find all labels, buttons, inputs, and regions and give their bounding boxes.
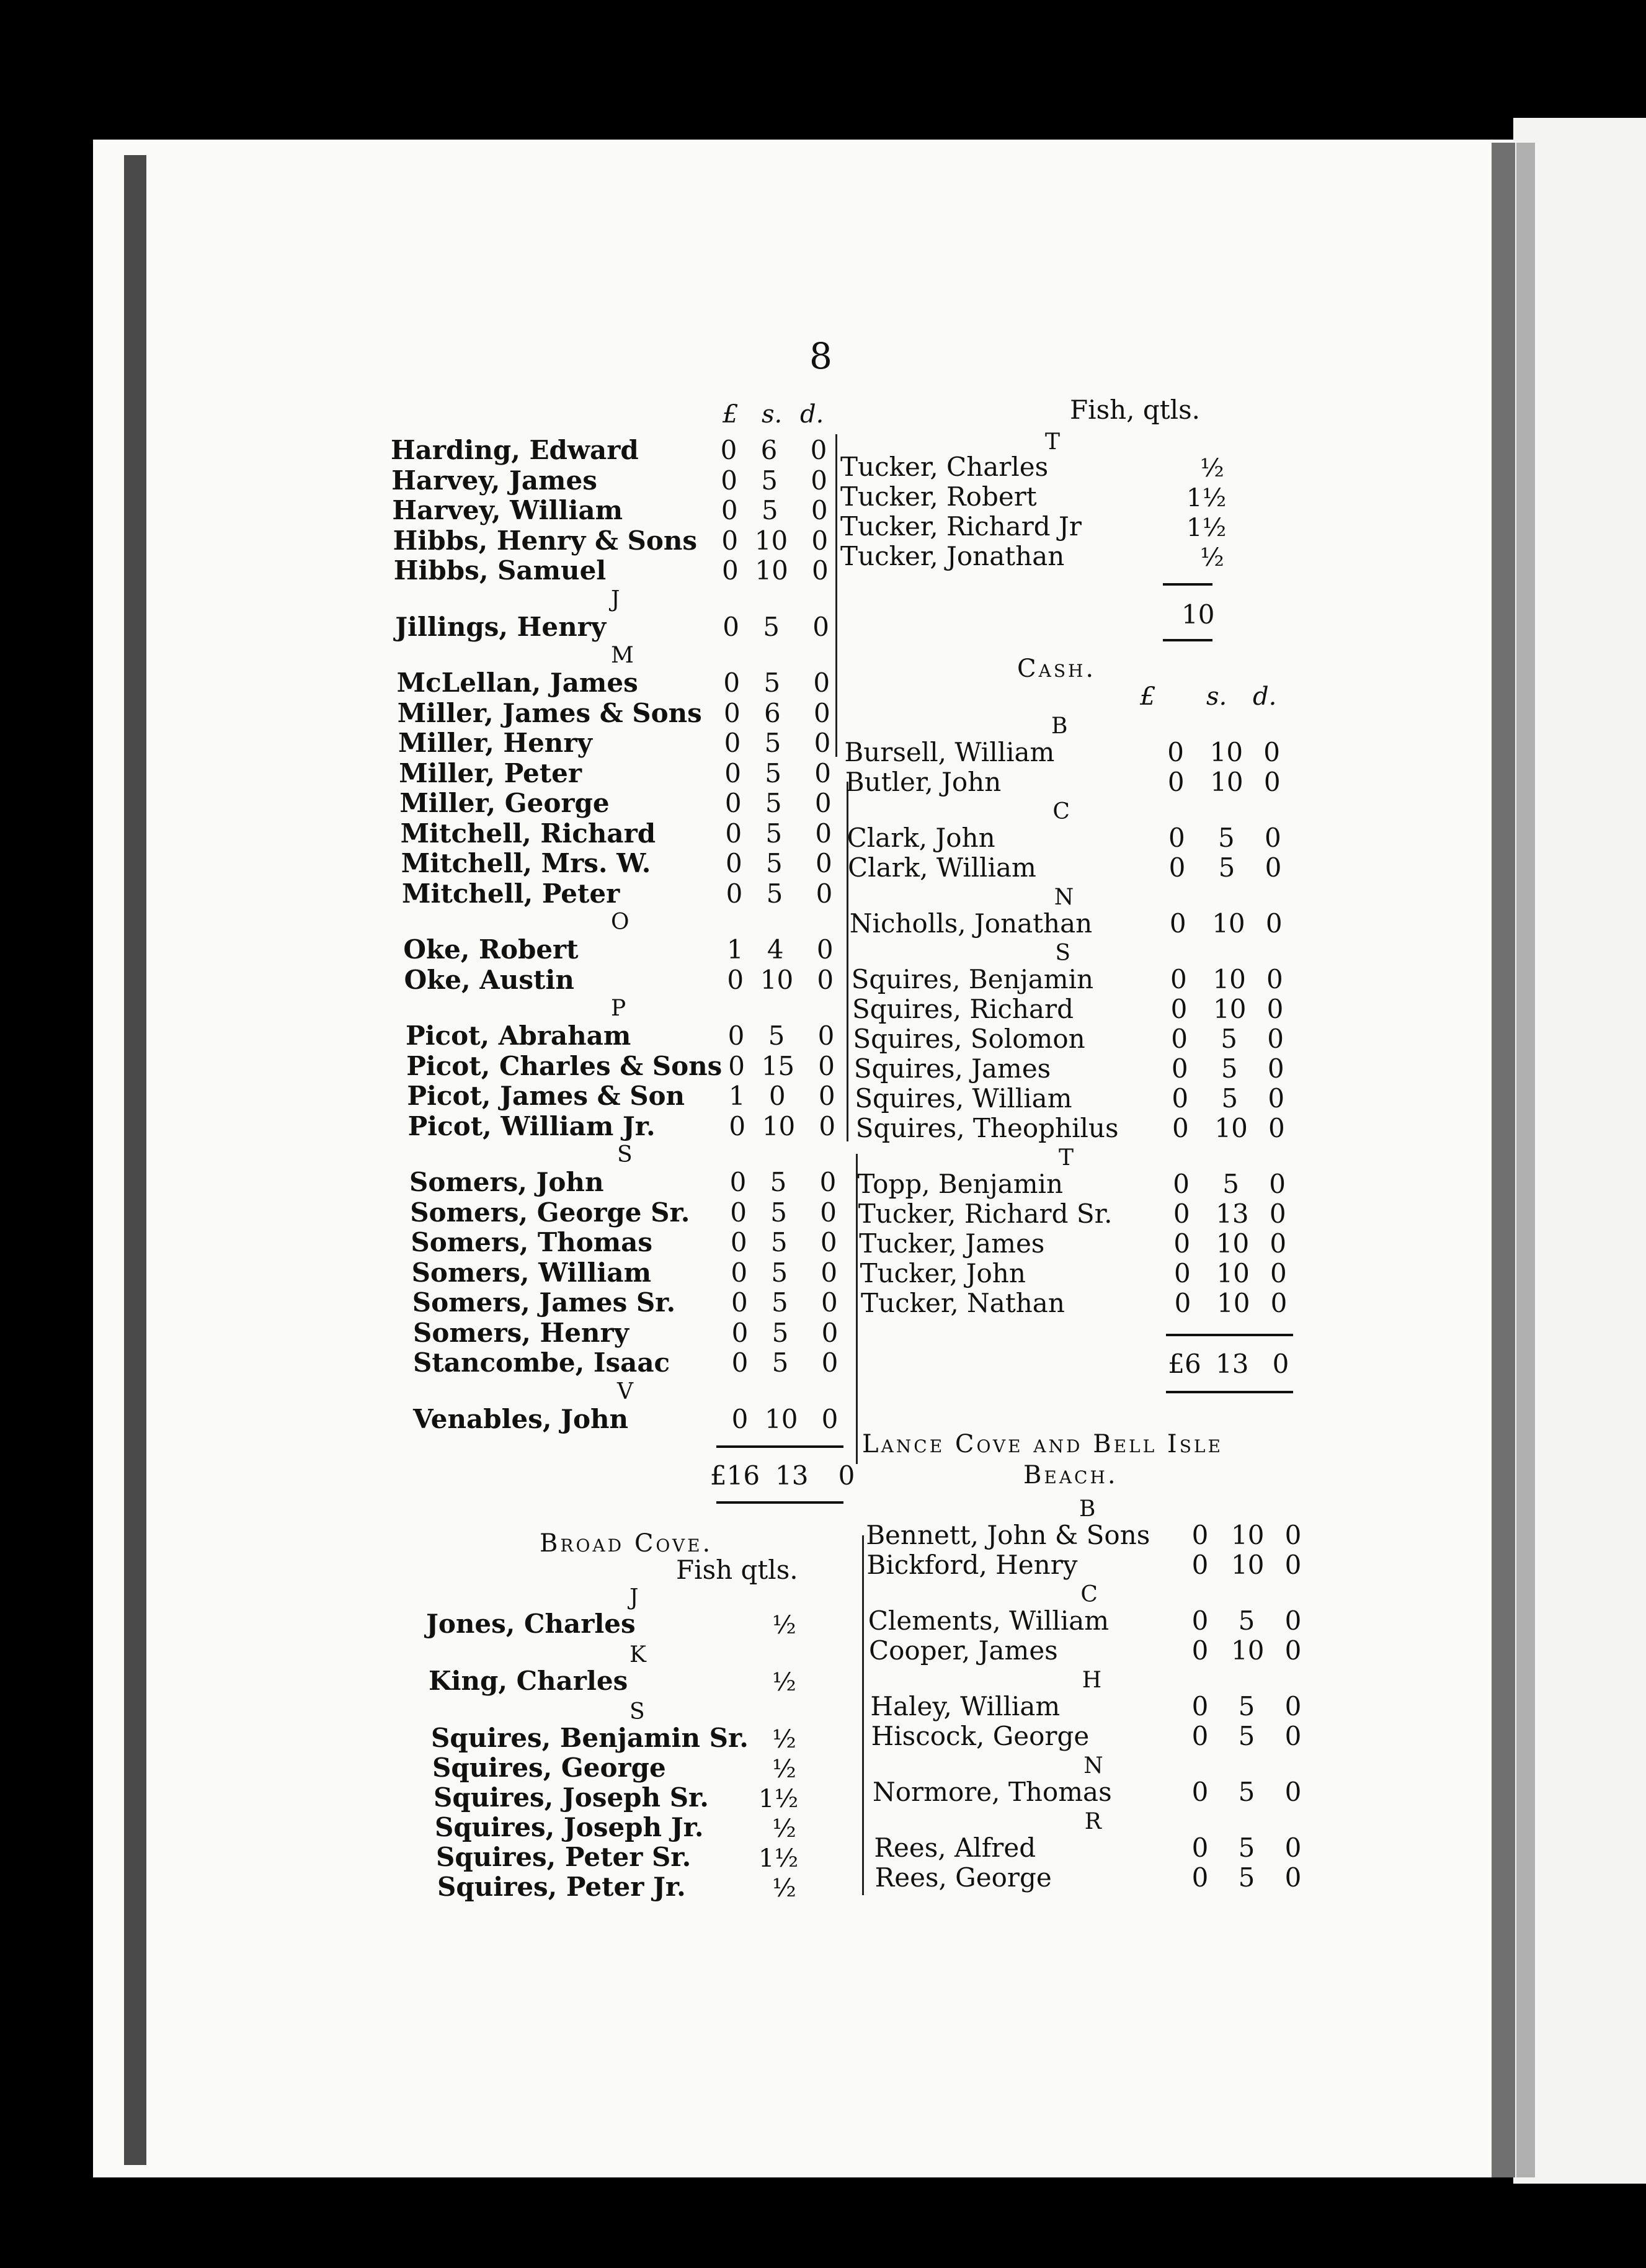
fish-header: Fish, qtls.: [1070, 395, 1200, 425]
entry-name: Stancombe, Isaac: [413, 1347, 670, 1378]
pounds-value: 0: [731, 1403, 749, 1434]
shillings-value: 5: [772, 1317, 789, 1348]
shillings-value: 6: [764, 697, 781, 728]
pence-value: 0: [1265, 852, 1282, 883]
pounds-value: 0: [1191, 1862, 1209, 1893]
shillings-value: 10: [755, 555, 788, 586]
cash-total-pence: 0: [1272, 1349, 1289, 1379]
shillings-value: 10: [1212, 964, 1246, 994]
fish-quantity: 1½: [758, 1844, 799, 1873]
pounds-value: 0: [1191, 1550, 1209, 1580]
pounds-value: 0: [724, 697, 741, 728]
pence-value: 0: [812, 611, 829, 642]
section-letter: T: [1059, 1145, 1074, 1171]
pounds-value: 0: [1174, 1258, 1191, 1288]
pounds-value: 0: [720, 435, 737, 465]
pence-value: 0: [817, 964, 834, 995]
shillings-value: 10: [1209, 737, 1243, 767]
pounds-value: 1: [726, 934, 744, 965]
shillings-value: 10: [1216, 1228, 1250, 1259]
section-letter: S: [629, 1699, 645, 1725]
pounds-value: 0: [730, 1227, 747, 1257]
pounds-value: 0: [727, 964, 744, 995]
entry-name: Picot, James & Son: [407, 1081, 685, 1111]
pence-value: 0: [814, 757, 831, 788]
shillings-value: 5: [1238, 1833, 1255, 1863]
pence-value: 0: [815, 818, 832, 849]
entry-name: Butler, John: [845, 767, 1002, 797]
section-letter: C: [1052, 799, 1070, 824]
entry-name: Squires, Benjamin Sr.: [431, 1723, 749, 1753]
shillings-value: 10: [1210, 767, 1243, 797]
pence-value: 0: [811, 495, 828, 525]
pounds-value: 0: [1174, 1288, 1191, 1318]
pounds-value: 0: [1173, 1169, 1190, 1199]
entry-name: Tucker, Robert: [840, 481, 1037, 512]
fish-quantity: ½: [772, 1668, 796, 1697]
column-divider: [856, 1154, 858, 1464]
shillings-value: 4: [767, 934, 784, 965]
pence-value: 0: [811, 525, 829, 556]
pence-value: 0: [821, 1347, 839, 1378]
shillings-value: 0: [768, 1081, 786, 1111]
shillings-value: 5: [761, 495, 778, 525]
entry-name: Hibbs, Henry & Sons: [393, 525, 698, 556]
pounds-value: 0: [725, 818, 742, 849]
shillings-value: 10: [1217, 1288, 1250, 1318]
pounds-value: 0: [724, 788, 742, 818]
pence-value: 0: [816, 878, 833, 909]
pence-value: 0: [1267, 1024, 1284, 1054]
shillings-value: 5: [1238, 1862, 1255, 1893]
entry-name: Tucker, John: [860, 1258, 1026, 1288]
pounds-value: 0: [1191, 1691, 1209, 1721]
entry-name: Somers, George Sr.: [410, 1197, 690, 1228]
pounds-value: 0: [1169, 908, 1186, 939]
column-divider: [862, 1535, 864, 1895]
cash-shillings-header: s.: [1206, 682, 1227, 711]
column-divider: [835, 434, 837, 757]
pounds-value: 0: [1173, 1199, 1190, 1229]
entry-name: Oke, Austin: [404, 964, 574, 995]
shillings-value: 10: [1231, 1520, 1265, 1550]
section-letter: J: [611, 586, 620, 612]
entry-name: Hibbs, Samuel: [393, 555, 607, 586]
entry-name: Cooper, James: [869, 1635, 1058, 1666]
pence-value: 0: [1265, 908, 1283, 939]
pence-value: 0: [1284, 1862, 1302, 1893]
pence-value: 0: [821, 1257, 838, 1288]
section-letter: H: [1082, 1668, 1102, 1693]
shillings-value: 10: [1216, 1258, 1250, 1288]
entry-name: Miller, George: [399, 788, 610, 818]
entry-name: Squires, Peter Sr.: [436, 1842, 692, 1872]
entry-name: Somers, Thomas: [411, 1227, 653, 1257]
entry-name: Nicholls, Jonathan: [849, 908, 1093, 939]
pounds-value: 0: [1168, 823, 1185, 853]
pounds-value: 0: [729, 1167, 747, 1197]
shillings-value: 5: [1238, 1691, 1255, 1721]
pounds-value: 0: [731, 1257, 748, 1288]
entry-name: Tucker, Jonathan: [840, 541, 1065, 571]
entry-name: Bickford, Henry: [866, 1550, 1078, 1580]
pounds-value: 0: [1167, 737, 1184, 767]
shillings-value: 5: [765, 818, 783, 849]
fish-total: 10: [1181, 599, 1215, 630]
section-letter: N: [1083, 1753, 1103, 1779]
fish-quantity: ½: [1200, 454, 1224, 483]
pence-value: 0: [1267, 1053, 1284, 1084]
entry-name: Harvey, William: [392, 495, 623, 525]
entry-name: Topp, Benjamin: [857, 1169, 1064, 1199]
pence-value: 0: [1265, 823, 1281, 853]
lance-cove-heading: Lance Cove and Bell Isle: [862, 1430, 1223, 1458]
shillings-value: 10: [1212, 908, 1245, 939]
pence-value: 0: [810, 435, 827, 465]
shillings-value: 15: [761, 1050, 795, 1081]
total-rule-top: [716, 1445, 843, 1448]
entry-name: Squires, Peter Jr.: [437, 1872, 686, 1902]
shillings-value: 5: [763, 667, 781, 698]
cash-total-shillings: 13: [1216, 1349, 1249, 1379]
section-letter: S: [617, 1142, 633, 1167]
entry-name: Squires, Solomon: [853, 1024, 1085, 1054]
right-binding-shadow: [1492, 143, 1515, 2177]
shillings-value: 5: [766, 848, 783, 878]
pounds-value: 0: [731, 1347, 749, 1378]
entry-name: Squires, James: [853, 1053, 1051, 1084]
section-letter: V: [617, 1378, 633, 1404]
entry-name: Somers, Henry: [413, 1317, 629, 1348]
pence-value: 0: [818, 1081, 835, 1111]
section-letter: N: [1054, 885, 1074, 910]
section-letter: O: [611, 909, 629, 935]
pounds-value: 0: [721, 525, 739, 556]
entry-name: Harvey, James: [391, 465, 597, 496]
cash-pence-header: d.: [1253, 682, 1277, 711]
pence-value: 0: [1266, 994, 1284, 1024]
fish-quantity: ½: [772, 1725, 796, 1754]
pounds-header: £: [723, 400, 739, 429]
section-letter: B: [1051, 713, 1068, 739]
pence-value: 0: [1284, 1550, 1302, 1580]
pounds-value: 0: [730, 1197, 747, 1228]
pence-header: d.: [800, 400, 824, 429]
section-letter: B: [1079, 1496, 1096, 1522]
entry-name: Venables, John: [413, 1403, 629, 1434]
pence-value: 0: [821, 1403, 839, 1434]
pence-value: 0: [1268, 1113, 1285, 1143]
section-letter: S: [1055, 940, 1071, 966]
pounds-value: 0: [724, 757, 741, 788]
cash-total-rule-bottom: [1166, 1391, 1293, 1393]
pounds-value: 0: [721, 465, 737, 496]
entry-name: Squires, William: [855, 1083, 1072, 1114]
shillings-value: 5: [772, 1347, 789, 1378]
pounds-value: 0: [1191, 1833, 1209, 1863]
pounds-value: 0: [1172, 1113, 1189, 1143]
entry-name: Rees, Alfred: [874, 1833, 1036, 1863]
shillings-value: 10: [1231, 1550, 1265, 1580]
shillings-value: 5: [768, 1020, 785, 1051]
pounds-value: 0: [728, 1050, 745, 1081]
pence-value: 0: [1269, 1169, 1286, 1199]
entry-name: Squires, Joseph Jr.: [435, 1812, 704, 1842]
pence-value: 0: [821, 1317, 839, 1348]
shillings-value: 5: [770, 1197, 787, 1228]
shillings-value: 5: [1238, 1721, 1255, 1751]
total-shillings: 13: [775, 1460, 809, 1491]
shillings-value: 10: [762, 1110, 796, 1141]
pence-value: 0: [1284, 1635, 1302, 1666]
entry-name: Squires, Theophilus: [855, 1113, 1119, 1143]
shillings-value: 13: [1216, 1199, 1249, 1229]
shillings-value: 5: [1218, 823, 1235, 853]
pence-value: 0: [1268, 1083, 1285, 1114]
shillings-value: 6: [760, 435, 778, 465]
entry-name: Squires, George: [432, 1752, 666, 1783]
fish-quantity: ½: [772, 1874, 796, 1903]
pounds-value: 0: [1170, 994, 1188, 1024]
shillings-value: 5: [1221, 1053, 1238, 1084]
shillings-value: 10: [765, 1403, 798, 1434]
entry-name: Clark, William: [848, 852, 1036, 883]
shillings-value: 10: [1231, 1635, 1265, 1666]
entry-name: Clark, John: [847, 823, 995, 853]
entry-name: Tucker, Nathan: [861, 1288, 1065, 1318]
shillings-value: 10: [1213, 994, 1247, 1024]
cash-total-rule-top: [1166, 1334, 1293, 1336]
entry-name: Tucker, Charles: [840, 452, 1049, 482]
entry-name: Haley, William: [870, 1691, 1061, 1721]
entry-name: Miller, Peter: [399, 757, 582, 788]
shillings-value: 5: [766, 878, 783, 909]
entry-name: Squires, Benjamin: [851, 964, 1094, 994]
pence-value: 0: [818, 1050, 835, 1081]
section-letter: K: [629, 1642, 646, 1668]
pounds-value: 0: [722, 555, 739, 586]
entry-name: Picot, William Jr.: [407, 1110, 656, 1141]
pounds-value: 0: [723, 611, 739, 642]
pounds-value: 0: [1167, 767, 1185, 797]
fish-quantity: 1½: [1186, 484, 1227, 512]
shillings-value: 5: [765, 757, 781, 788]
pence-value: 0: [1270, 1258, 1287, 1288]
pounds-value: 0: [729, 1110, 746, 1141]
section-letter: J: [629, 1585, 639, 1610]
cash-total-pounds: £6: [1168, 1349, 1201, 1379]
pounds-value: 0: [1171, 1053, 1188, 1084]
entry-name: Picot, Charles & Sons: [406, 1050, 723, 1081]
shillings-value: 5: [1238, 1777, 1255, 1807]
shillings-value: 5: [1218, 852, 1235, 883]
entry-name: Picot, Abraham: [406, 1020, 631, 1051]
pence-value: 0: [814, 697, 830, 728]
shillings-value: 10: [760, 964, 794, 995]
shillings-value: 10: [1214, 1113, 1248, 1143]
pence-value: 0: [819, 1110, 836, 1141]
section-letter: R: [1084, 1809, 1101, 1834]
total-pence: 0: [838, 1460, 855, 1491]
entry-name: Somers, William: [411, 1257, 652, 1288]
section-letter: P: [611, 996, 626, 1021]
entry-name: Miller, Henry: [398, 728, 592, 758]
fish-quantity: ½: [772, 1755, 796, 1784]
pounds-value: 0: [1172, 1083, 1189, 1114]
pence-value: 0: [1266, 964, 1283, 994]
pounds-value: 0: [731, 1317, 749, 1348]
pounds-value: 0: [1191, 1520, 1209, 1550]
right-binding-edge: [1516, 143, 1535, 2177]
entry-name: Somers, John: [409, 1167, 604, 1197]
shillings-value: 10: [754, 525, 788, 556]
pence-value: 0: [1284, 1833, 1302, 1863]
shillings-header: s.: [762, 400, 783, 429]
section-letter: M: [611, 643, 634, 668]
pounds-value: 0: [726, 848, 742, 878]
pounds-value: 0: [1170, 964, 1187, 994]
pence-value: 0: [811, 465, 827, 496]
pounds-value: 0: [731, 1287, 748, 1318]
fish-total-rule-top: [1163, 583, 1212, 586]
pounds-value: 0: [1171, 1024, 1188, 1054]
pounds-value: 0: [727, 1020, 745, 1051]
pence-value: 0: [819, 1167, 837, 1197]
entry-name: Tucker, James: [859, 1228, 1045, 1259]
shillings-value: 5: [1221, 1083, 1239, 1114]
pence-value: 0: [816, 848, 832, 878]
pence-value: 0: [1263, 737, 1280, 767]
entry-name: Mitchell, Richard: [400, 818, 656, 849]
entry-name: McLellan, James: [396, 667, 638, 698]
entry-name: Squires, Richard: [852, 994, 1074, 1024]
entry-name: Hiscock, George: [871, 1721, 1090, 1751]
pounds-value: 0: [1173, 1228, 1191, 1259]
pence-value: 0: [814, 788, 832, 818]
fish-quantity: 1½: [1186, 514, 1227, 542]
entry-name: Oke, Robert: [403, 934, 579, 965]
pence-value: 0: [1269, 1199, 1286, 1229]
broad-cove-heading: Broad Cove.: [540, 1529, 713, 1558]
pence-value: 0: [1270, 1288, 1288, 1318]
page-number: 8: [809, 335, 832, 377]
pence-value: 0: [1270, 1228, 1287, 1259]
section-letter: T: [1045, 429, 1061, 455]
fish-quantity: 1½: [758, 1785, 799, 1813]
total-pounds: £16: [710, 1460, 760, 1491]
entry-name: Tucker, Richard Jr: [840, 511, 1082, 542]
shillings-value: 5: [771, 1257, 788, 1288]
pounds-value: 0: [1191, 1635, 1209, 1666]
fish-quantity: ½: [1200, 543, 1224, 572]
fish-total-rule-bottom: [1163, 639, 1212, 641]
broad-cove-subheader: Fish qtls.: [676, 1555, 798, 1585]
pounds-value: 1: [728, 1081, 745, 1111]
entry-name: Jones, Charles: [426, 1609, 636, 1639]
entry-name: Normore, Thomas: [873, 1777, 1112, 1807]
shillings-value: 5: [1222, 1169, 1239, 1199]
shillings-value: 5: [764, 728, 781, 758]
cash-pounds-header: £: [1140, 682, 1156, 711]
pounds-value: 0: [724, 728, 741, 758]
pounds-value: 0: [723, 667, 741, 698]
fish-quantity: ½: [772, 1815, 796, 1843]
entry-name: Bennett, John & Sons: [866, 1520, 1150, 1550]
pence-value: 0: [1284, 1721, 1302, 1751]
pounds-value: 0: [1191, 1777, 1209, 1807]
shillings-value: 5: [770, 1227, 788, 1257]
shillings-value: 5: [1238, 1605, 1255, 1636]
shillings-value: 5: [761, 465, 778, 496]
left-binding-shadow: [124, 155, 146, 2165]
pounds-value: 0: [1168, 852, 1186, 883]
pounds-value: 0: [721, 495, 738, 525]
pence-value: 0: [1263, 767, 1281, 797]
lance-cove-heading-2: Beach.: [1023, 1461, 1118, 1489]
pence-value: 0: [816, 934, 834, 965]
entry-name: Somers, James Sr.: [412, 1287, 676, 1318]
entry-name: Mitchell, Peter: [402, 878, 620, 909]
pence-value: 0: [821, 1287, 838, 1318]
pence-value: 0: [814, 728, 831, 758]
entry-name: Clements, William: [868, 1605, 1110, 1636]
entry-name: Miller, James & Sons: [397, 697, 702, 728]
pence-value: 0: [1284, 1605, 1302, 1636]
shillings-value: 5: [763, 611, 780, 642]
pence-value: 0: [1284, 1520, 1302, 1550]
section-letter: C: [1080, 1582, 1098, 1607]
entry-name: Harding, Edward: [391, 435, 639, 465]
entry-name: Bursell, William: [844, 737, 1055, 767]
cash-heading: Cash.: [1017, 654, 1097, 683]
pence-value: 0: [817, 1020, 835, 1051]
pence-value: 0: [1284, 1777, 1302, 1807]
entry-name: Mitchell, Mrs. W.: [401, 848, 651, 878]
pence-value: 0: [820, 1227, 837, 1257]
pounds-value: 0: [726, 878, 743, 909]
pence-value: 0: [812, 555, 829, 586]
shillings-value: 5: [765, 788, 782, 818]
fish-quantity: ½: [772, 1611, 796, 1640]
entry-name: Jillings, Henry: [395, 611, 607, 642]
pence-value: 0: [1284, 1691, 1302, 1721]
shillings-value: 5: [772, 1287, 788, 1318]
entry-name: Rees, George: [874, 1862, 1052, 1893]
total-rule-bottom: [716, 1501, 843, 1504]
pence-value: 0: [813, 667, 830, 698]
pence-value: 0: [820, 1197, 837, 1228]
shillings-value: 5: [1221, 1024, 1237, 1054]
entry-name: Squires, Joseph Sr.: [434, 1782, 709, 1813]
shillings-value: 5: [770, 1167, 787, 1197]
entry-name: Tucker, Richard Sr.: [858, 1199, 1113, 1229]
pounds-value: 0: [1191, 1605, 1209, 1636]
pounds-value: 0: [1191, 1721, 1209, 1751]
entry-name: King, Charles: [429, 1666, 628, 1696]
